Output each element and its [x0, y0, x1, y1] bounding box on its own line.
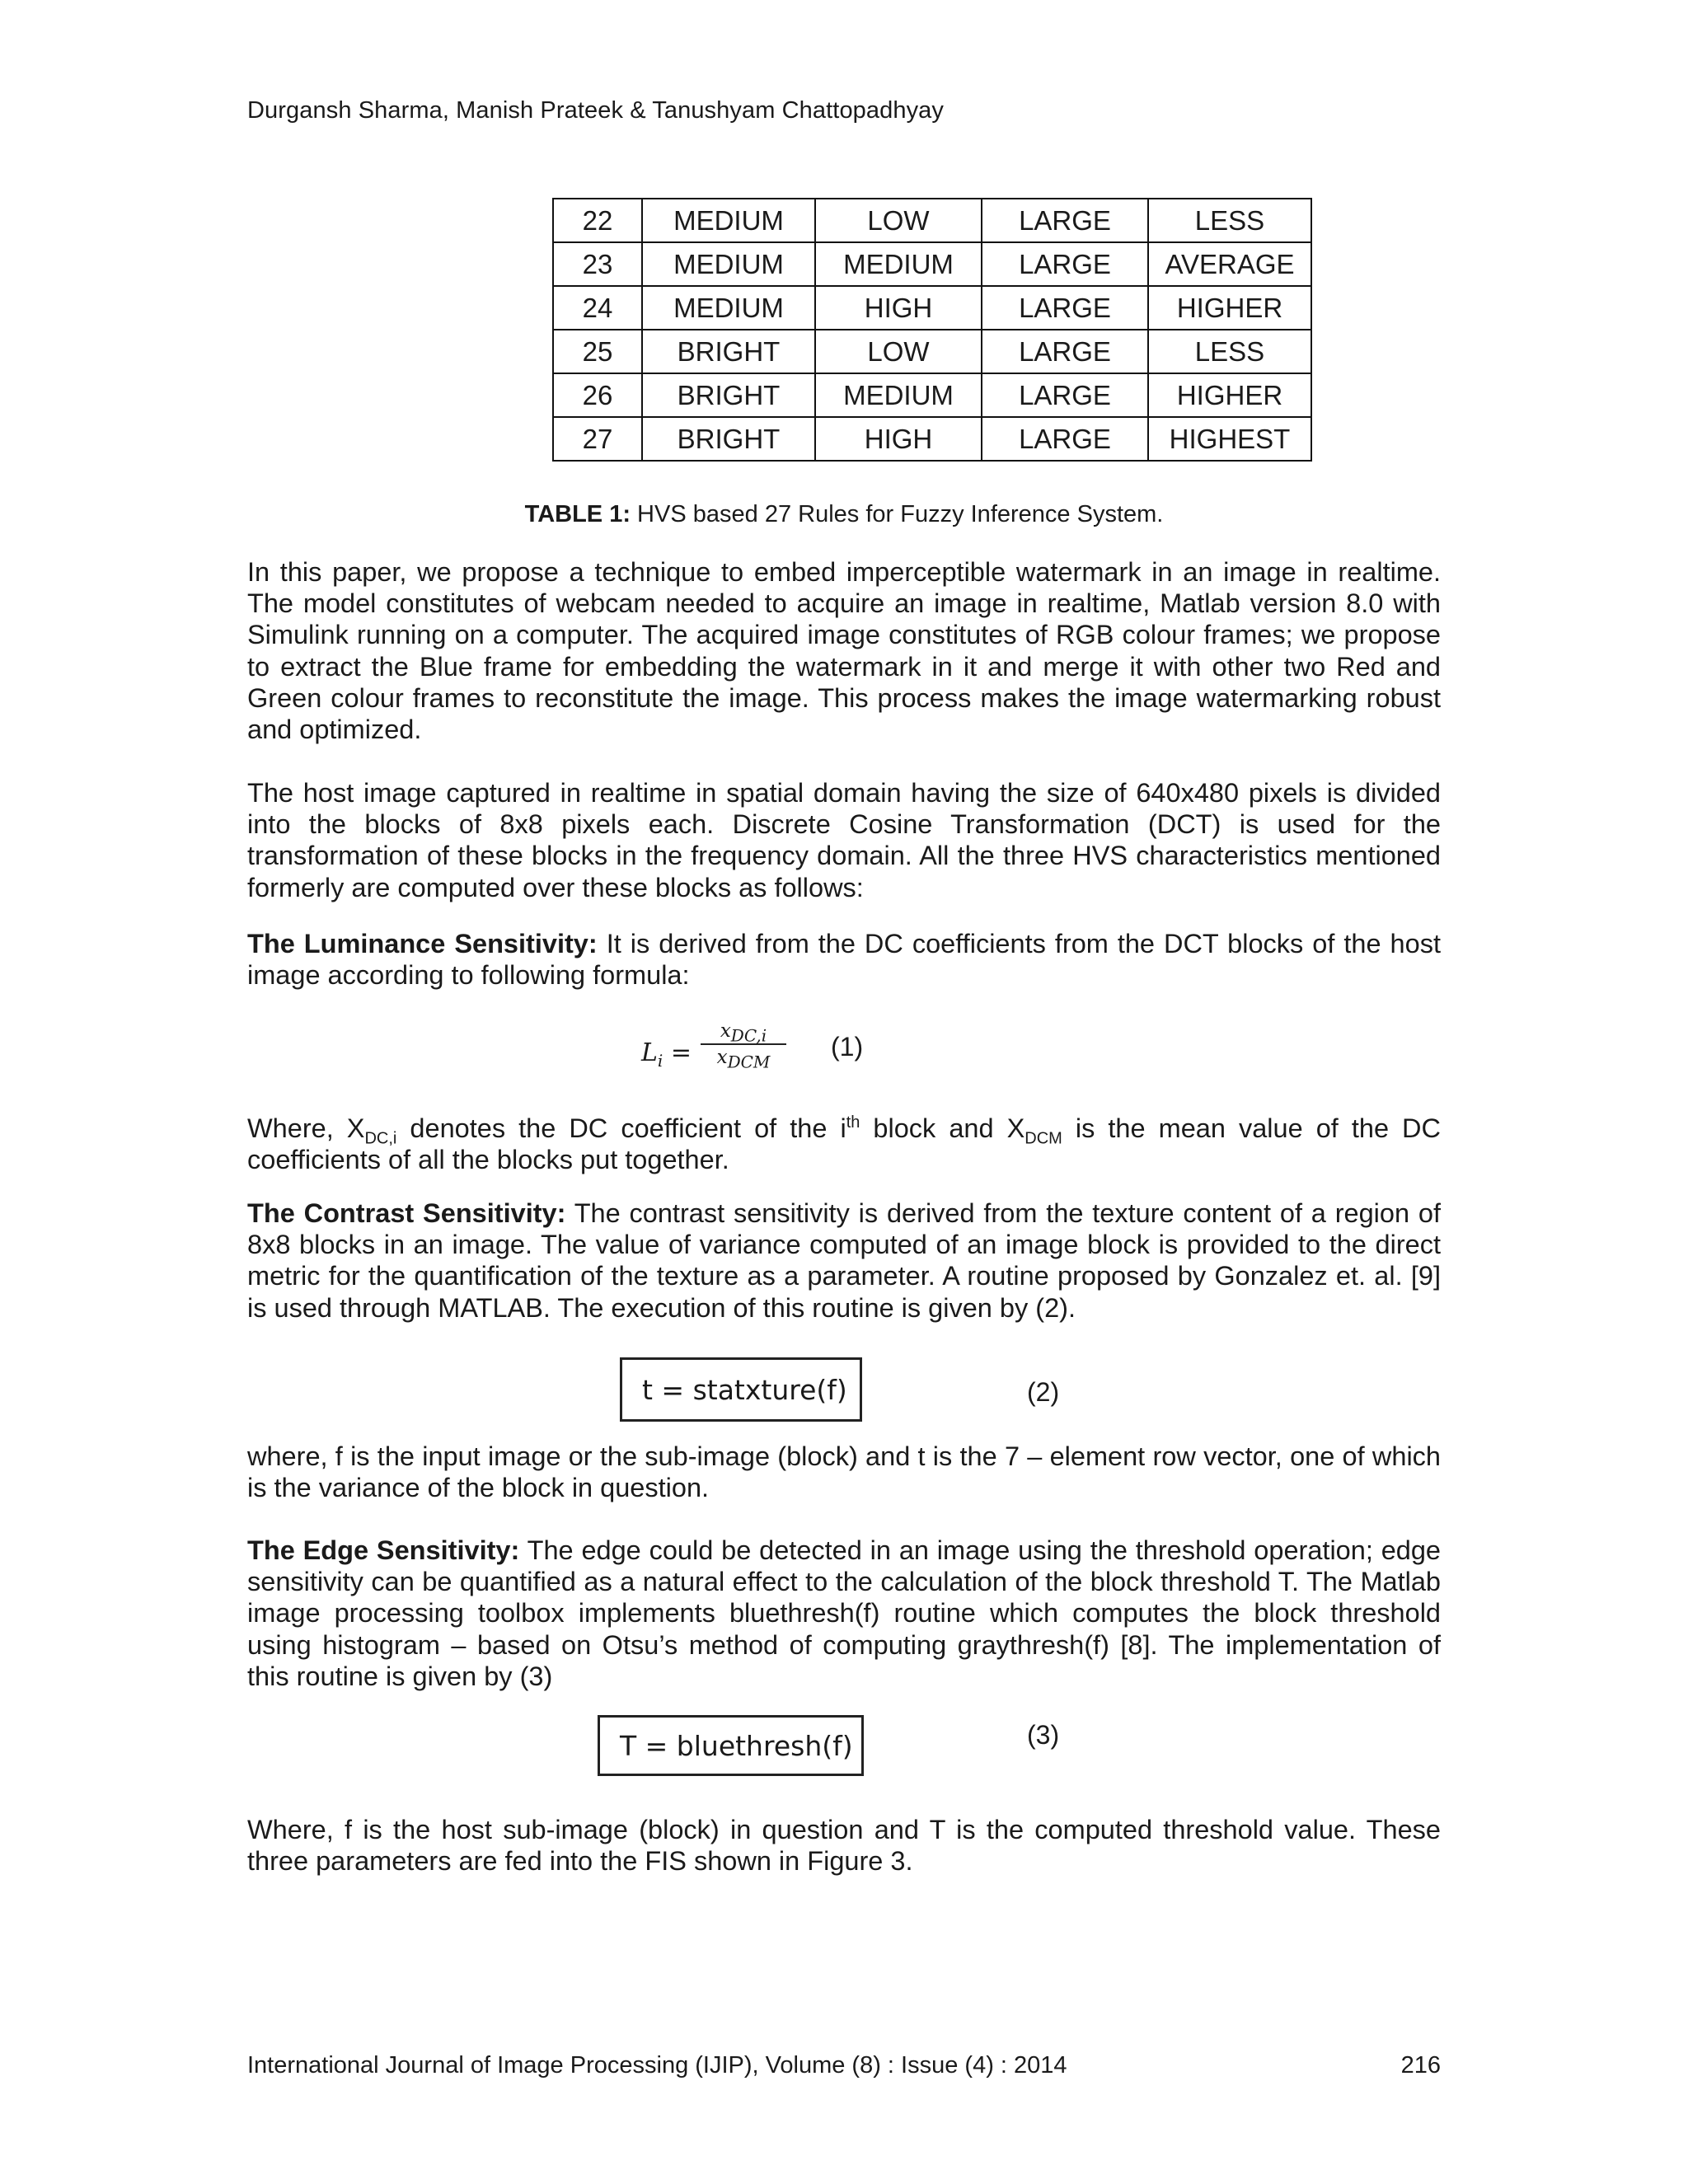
table-row: [553, 242, 1311, 286]
table-cell: 25: [553, 330, 642, 373]
table-cell: LARGE: [982, 330, 1148, 373]
table-cell: LARGE: [982, 373, 1148, 417]
table-row: [553, 330, 1311, 373]
luminance-heading: The Luminance Sensitivity:: [247, 929, 598, 958]
contrast-text: The contrast sensitivity is derived from the texture content of a region of 8x8 blocks in an image. The value of variance computed of an image block is provided to the direct metric for the quantification of the texture as a parameter. A routine proposed by Gonzalez et. al. [9] is used through MATLAB. The execution of this routine is given by (2).: [247, 1198, 1441, 1323]
equation-3-box: T = bluethresh(f): [598, 1715, 864, 1776]
table-row: [553, 199, 1311, 242]
table-cell: 24: [553, 286, 642, 330]
paragraph-contrast: [247, 1197, 1441, 1324]
table-cell: HIGHER: [1148, 286, 1311, 330]
table-cell: 23: [553, 242, 642, 286]
contrast-heading: The Contrast Sensitivity:: [247, 1198, 566, 1228]
fuzzy-rules-table: [552, 198, 1312, 462]
table-cell: 22: [553, 199, 642, 242]
table-cell: LARGE: [982, 286, 1148, 330]
table-row: [553, 286, 1311, 330]
table-cell: BRIGHT: [642, 373, 815, 417]
table-cell: BRIGHT: [642, 417, 815, 461]
equation-2-number: (2): [1027, 1377, 1060, 1407]
paragraph-where-2: where, f is the input image or the sub-image (block) and t is the 7 – element row vector, one of which is the variance of the block in question.: [247, 1441, 1441, 1503]
equation-3-number: (3): [1027, 1720, 1060, 1750]
table-cell: LOW: [815, 199, 982, 242]
equation-1-numerator: $x_{DC,i}$: [701, 1020, 786, 1045]
equation-1-fraction: [701, 1020, 786, 1072]
paragraph-edge: [247, 1535, 1441, 1692]
edge-text: The edge could be detected in an image using the threshold operation; edge sensitivity can be quantified as a natural effect to the calculation of the block threshold T. The Matlab image processing toolbox implements bluethresh(f) routine which computes the block threshold using histogram – based on Otsu’s method of computing graythresh(f) [8]. The implementation of this routine is given by (3): [247, 1535, 1442, 1691]
paragraph-host-image: The host image captured in realtime in spatial domain having the size of 640x480 pixels is divided into the blocks of 8x8 pixels each. Discrete Cosine Transformation (DCT) is used for the transformation of these blocks in the frequency domain. All the three HVS characteristics mentioned formerly are computed over these blocks as follows:: [247, 778, 1441, 902]
equation-1-denominator: $x_{DCM}$: [716, 1047, 771, 1072]
edge-heading: The Edge Sensitivity:: [247, 1535, 520, 1565]
paragraph-where-1: Where, $X_{DC,i}$ denotes the DC coefficient of the $i^{th}$ block and $X_{DCM}$ is the mean value of the DC coefficients of all the blocks put together.: [247, 1113, 1442, 1175]
table-cell: LARGE: [982, 199, 1148, 242]
table-cell: AVERAGE: [1148, 242, 1311, 286]
table-cell: LARGE: [982, 242, 1148, 286]
luminance-text: It is derived from the DC coefficients from the DCT blocks of the host image according to following formula:: [247, 929, 1441, 991]
table-cell: MEDIUM: [642, 286, 815, 330]
table-cell: BRIGHT: [642, 330, 815, 373]
table-caption-text: HVS based 27 Rules for Fuzzy Inference System.: [631, 501, 1164, 527]
equation-2-box: t = statxture(f): [620, 1357, 862, 1422]
table-row: [553, 373, 1311, 417]
table-cell: HIGHER: [1148, 373, 1311, 417]
table-cell: HIGHEST: [1148, 417, 1311, 461]
paragraph-luminance: [247, 928, 1441, 991]
table-cell: MEDIUM: [642, 242, 815, 286]
equation-1-lhs: $L_i$ =: [641, 1038, 692, 1071]
journal-footer: International Journal of Image Processing (IJIP), Volume (8) : Issue (4) : 2014: [247, 2052, 1067, 2079]
table-cell: HIGH: [815, 286, 982, 330]
table-cell: LARGE: [982, 417, 1148, 461]
paragraph-where-3: Where, f is the host sub-image (block) in question and T is the computed threshold value. These three parameters are fed into the FIS shown in Figure 3.: [247, 1815, 1441, 1877]
table-cell: HIGH: [815, 417, 982, 461]
page-number: 216: [1400, 2052, 1441, 2079]
table-cell: MEDIUM: [815, 373, 982, 417]
running-header: Durgansh Sharma, Manish Prateek & Tanushyam Chattopadhyay: [247, 97, 945, 124]
table-caption-label: TABLE 1:: [524, 501, 631, 527]
table-cell: 26: [553, 373, 642, 417]
table-row: [553, 417, 1311, 461]
paragraph-intro: In this paper, we propose a technique to embed imperceptible watermark in an image in realtime. The model constitutes of webcam needed to acquire an image in realtime, Matlab version 8.0 with Simulink running on a computer. The acquired image constitutes of RGB colour frames; we propose to extract the Blue frame for embedding the watermark in it and merge it with other two Red and Green colour frames to reconstitute the image. This process makes the image watermarking robust and optimized.: [247, 557, 1441, 745]
table-cell: MEDIUM: [815, 242, 982, 286]
table-caption: [0, 501, 1688, 528]
table-cell: 27: [553, 417, 642, 461]
table-cell: LOW: [815, 330, 982, 373]
equation-1-number: (1): [831, 1032, 864, 1062]
table-cell: LESS: [1148, 330, 1311, 373]
table-cell: MEDIUM: [642, 199, 815, 242]
table-cell: LESS: [1148, 199, 1311, 242]
